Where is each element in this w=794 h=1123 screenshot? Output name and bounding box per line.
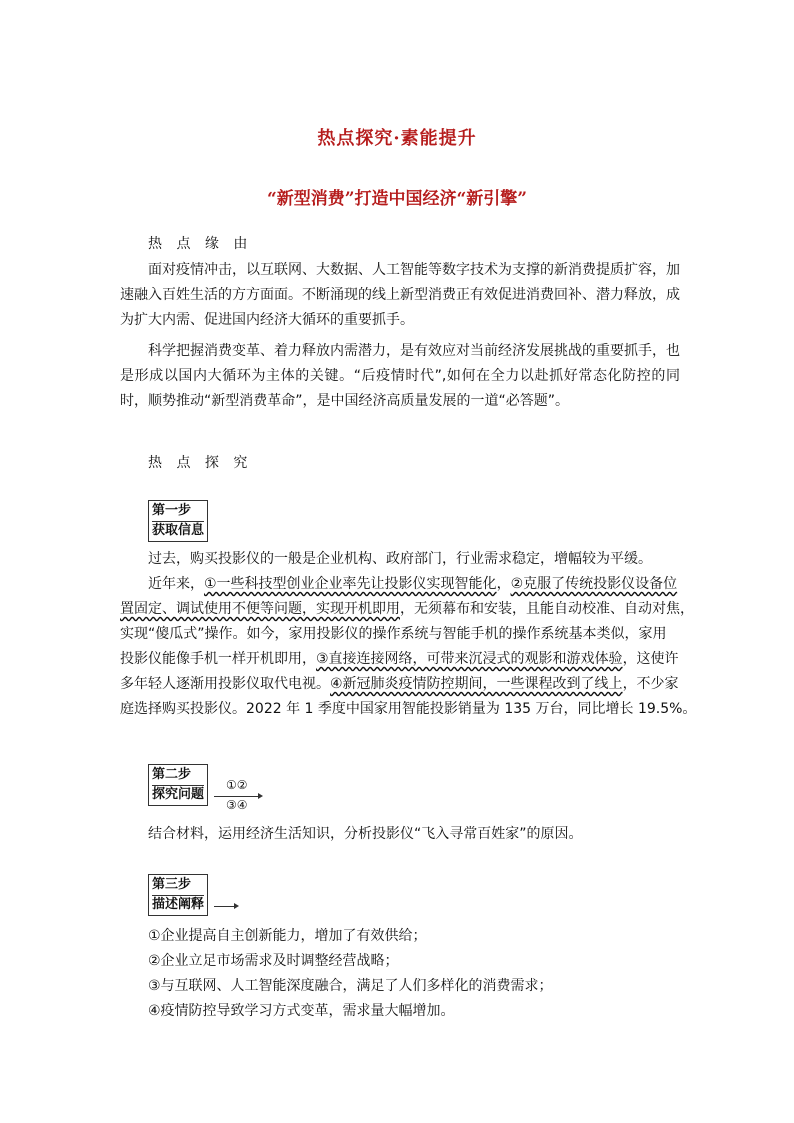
step1-line-3	[120, 597, 700, 622]
step2-number: 第二步	[152, 766, 204, 786]
answer-item: ④疫情防控导致学习方式变革，需求量大幅增加。	[148, 1003, 455, 1019]
arrow-right-icon	[234, 903, 239, 909]
page-subtitle: “新型消费”打造中国经济“新引擎”	[266, 189, 528, 209]
arrow-right-icon	[258, 793, 263, 799]
clue-2-part-b: 置固定、调试使用不便等问题，实现开机即用	[120, 601, 400, 617]
step1-name: 获取信息	[152, 523, 205, 538]
step1-line-2	[148, 572, 728, 597]
page-title: 热点探究·素能提升	[317, 128, 477, 149]
text-span: ，无须幕布和安装，且能自动校准、自动对焦，	[400, 601, 694, 617]
step3-box	[148, 874, 208, 916]
step1-box	[148, 500, 208, 542]
text-span: ，不少家	[622, 676, 679, 692]
origin-paragraph-2: 科学把握消费变革、着力释放内需潜力，是有效应对当前经济发展挑战的重要抓手，也是形成以国内大循环为主体的关键。“后疫情时代”,如何在全力以赴抓好常态化防控的同时，顺势推动“新型消费革命”，是中国经济高质量发展的一道“必答题”。	[120, 343, 680, 409]
section-heading-origin: 热 点 缘 由	[148, 236, 253, 252]
section-heading-explore: 热 点 探 究	[148, 455, 253, 471]
step2-question: 结合材料，运用经济生活知识，分析投影仪“飞入寻常百姓家”的原因。	[148, 826, 583, 842]
step1-line-7: 庭选择购买投影仪。2022 年 1 季度中国家用智能投影销量为 135 万台，同比增长 19.5%。	[120, 701, 697, 717]
answer-item: ③与互联网、人工智能深度融合，满足了人们多样化的消费需求；	[148, 978, 553, 994]
text-span: ，这使许	[622, 651, 679, 667]
step1-line-4: 实现“傻瓜式”操作。如今，家用投影仪的操作系统与智能手机的操作系统基本类似，家用	[120, 626, 667, 642]
answer-item: ①企业提高自主创新能力，增加了有效供给；	[148, 928, 427, 944]
answer-item: ②企业立足市场需求及时调整经营战略；	[148, 953, 399, 969]
step2-box	[148, 764, 208, 806]
text-span: 近年来，	[148, 576, 204, 592]
step3-name: 描述阐释	[152, 897, 205, 912]
clue-2-part-a: ②克服了传统投影仪设备位	[510, 576, 678, 592]
step1-number: 第一步	[152, 502, 204, 522]
step1-line-6	[120, 672, 700, 697]
step2-arrow-line	[214, 796, 258, 797]
step1-line-1: 过去，购买投影仪的一般是企业机构、政府部门，行业需求稳定，增幅较为平缓。	[148, 551, 652, 567]
clue-3: ③直接连接网络，可带来沉浸式的观影和游戏体验	[316, 651, 623, 667]
origin-paragraph-1: 面对疫情冲击，以互联网、大数据、人工智能等数字技术为支撑的新消费提质扩容，加速融入百姓生活的方方面面。不断涌现的线上新型消费正有效促进消费回补、潜力释放，成为扩大内需、促进国内经济大循环的重要抓手。	[120, 262, 680, 328]
clue-1: ①一些科技型创业企业率先让投影仪实现智能化	[204, 576, 497, 592]
text-span: 多年轻人逐渐用投影仪取代电视。	[120, 676, 330, 692]
step1-line-5	[120, 647, 700, 672]
step2-name: 探究问题	[152, 787, 205, 802]
text-span: 投影仪能像手机一样开机即用，	[120, 651, 316, 667]
step2-arrow-top-label: ①②	[226, 778, 248, 792]
step3-arrow-line	[214, 906, 234, 907]
clue-4: ④新冠肺炎疫情防控期间，一些课程改到了线上	[330, 676, 623, 692]
step3-number: 第三步	[152, 876, 204, 896]
step2-arrow-bottom-label: ③④	[226, 798, 248, 812]
text-span: ，	[496, 576, 511, 592]
